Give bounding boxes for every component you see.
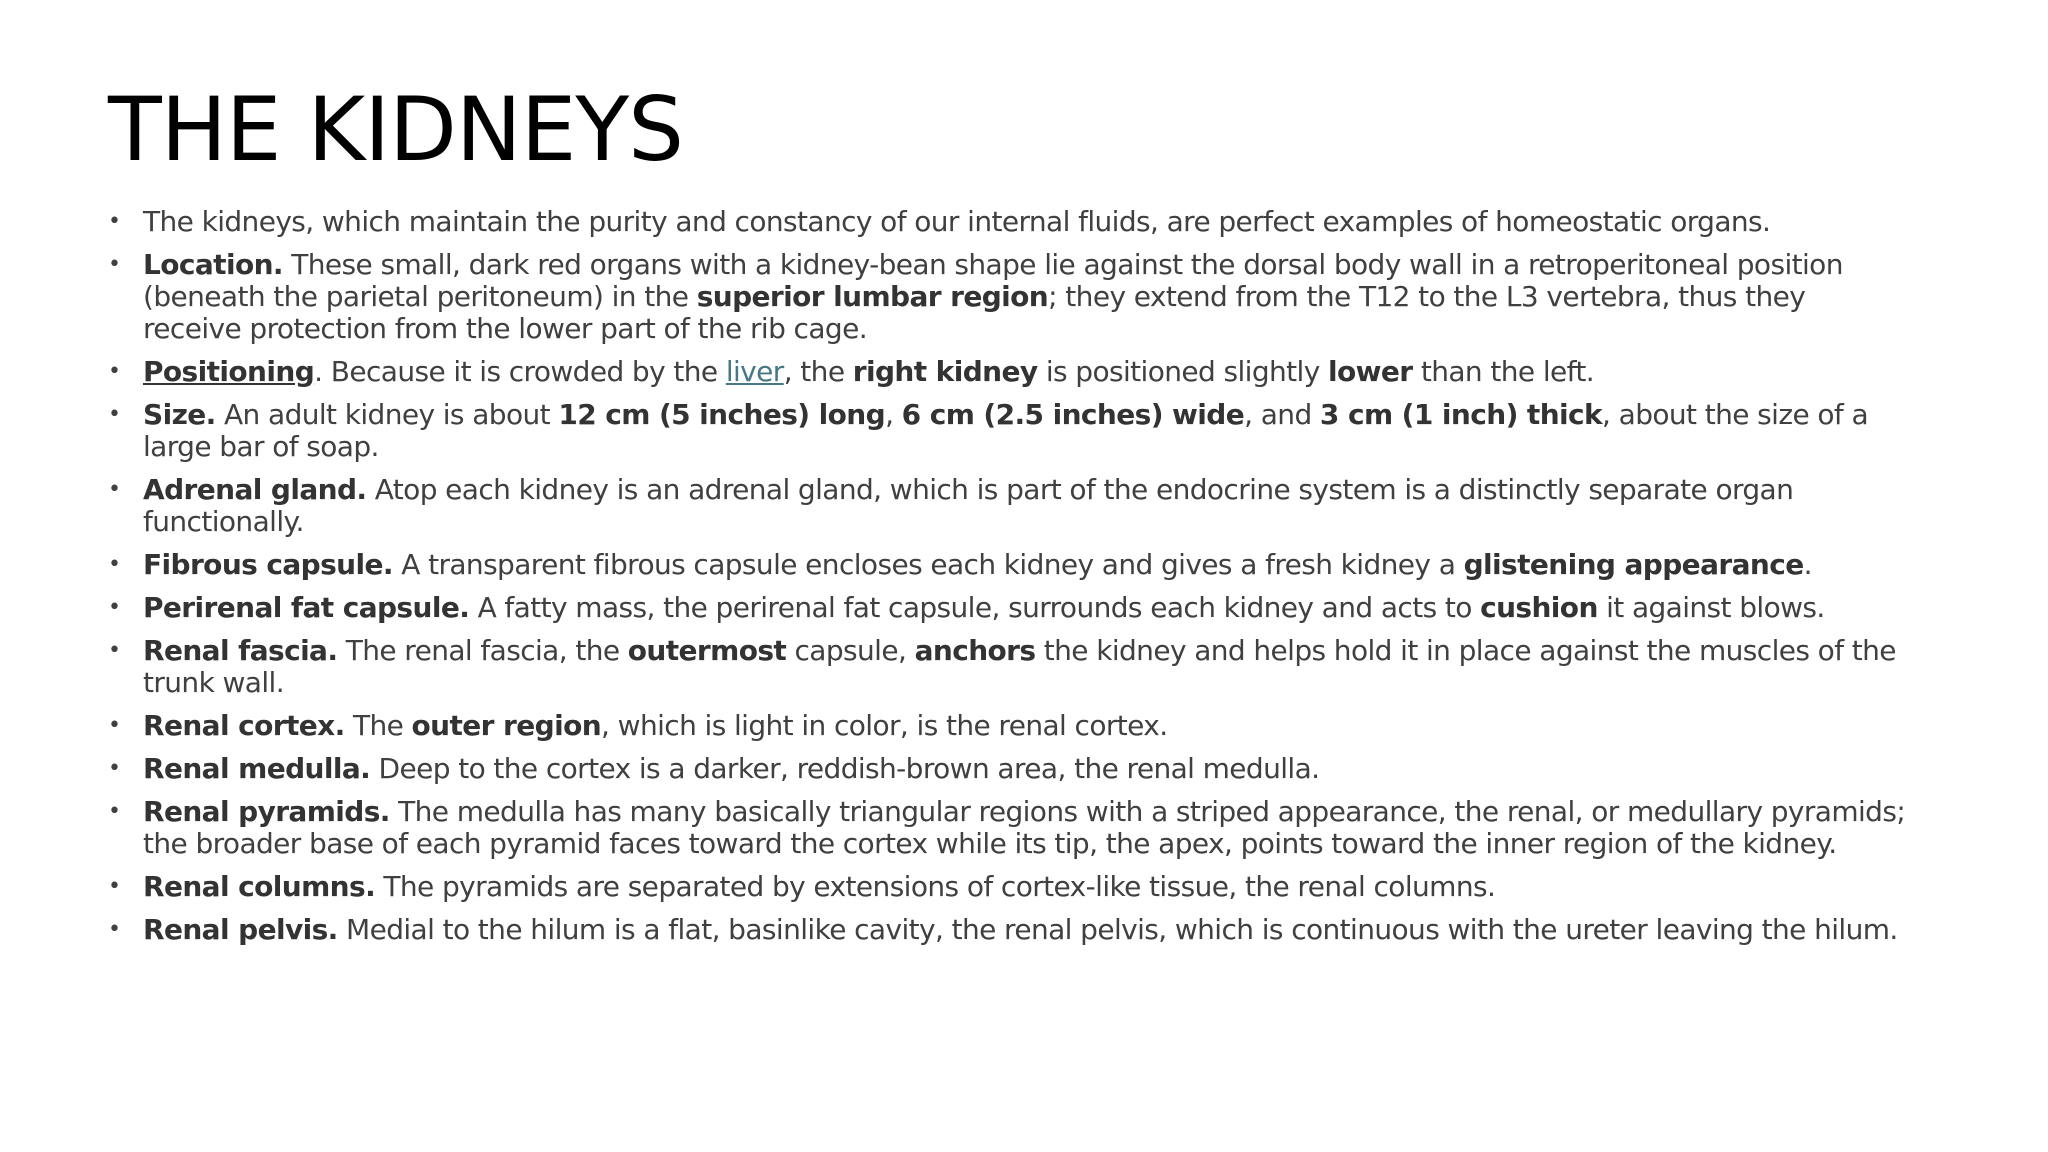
bullet-text: Deep to the cortex is a darker, reddish-brown area, the renal medulla. — [370, 752, 1320, 785]
bullet-text: ; they extend from the T12 to the L3 vertebra, thus they receive protection from the lower part of the rib cage. — [143, 280, 1806, 345]
bullet-text: is positioned slightly — [1037, 355, 1329, 388]
bullet-emphasis: superior lumbar region — [696, 280, 1049, 313]
bullet-lead: Renal pyramids. — [143, 795, 390, 828]
bullet-positioning — [108, 356, 1908, 388]
bullet-emphasis: 3 cm (1 inch) thick — [1319, 398, 1603, 431]
bullet-text: capsule, — [786, 634, 915, 667]
bullet-text: An adult kidney is about — [215, 398, 559, 431]
bullet-text: The — [344, 709, 412, 742]
bullet-text: , — [885, 398, 902, 431]
bullet-text: than the left. — [1412, 355, 1595, 388]
bullet-emphasis: lower — [1328, 355, 1413, 388]
bullet-lead: Renal medulla. — [143, 752, 371, 785]
bullet-lead: Renal fascia. — [143, 634, 338, 667]
bullet-text: . Because it is crowded by the — [314, 355, 726, 388]
bullet-emphasis: right kidney — [852, 355, 1038, 388]
bullet-cortex — [108, 710, 1908, 742]
bullet-emphasis: anchors — [914, 634, 1036, 667]
bullet-text: . — [1803, 548, 1812, 581]
bullet-emphasis: outermost — [627, 634, 787, 667]
bullet-emphasis: cushion — [1480, 591, 1598, 624]
bullet-location — [108, 249, 1908, 345]
bullet-list — [108, 206, 1908, 957]
bullet-emphasis: outer region — [411, 709, 602, 742]
bullet-text: Atop each kidney is an adrenal gland, which is part of the endocrine system is a distinctly separate organ functionally. — [143, 473, 1794, 538]
bullet-text: The medulla has many basically triangular regions with a striped appearance, the renal, or medullary pyramids; the broader base of each pyramid faces toward the cortex while its tip, the apex, points toward the inner region of the kidney. — [143, 795, 1906, 860]
bullet-emphasis: 6 cm (2.5 inches) wide — [901, 398, 1245, 431]
bullet-size — [108, 399, 1908, 463]
bullet-emphasis: 12 cm (5 inches) long — [558, 398, 886, 431]
bullet-text: The pyramids are separated by extensions of cortex-like tissue, the renal columns. — [375, 870, 1496, 903]
bullet-text: it against blows. — [1597, 591, 1825, 624]
bullet-pelvis — [108, 914, 1908, 946]
bullet-emphasis: glistening appearance — [1463, 548, 1804, 581]
bullet-text: The renal fascia, the — [337, 634, 628, 667]
bullet-text: , the — [783, 355, 853, 388]
bullet-perirenal — [108, 592, 1908, 624]
bullet-intro — [108, 206, 1908, 238]
bullet-text: The kidneys, which maintain the purity and constancy of our internal fluids, are perfect examples of homeostatic organs. — [143, 205, 1771, 238]
bullet-text: , about the size of a large bar of soap. — [143, 398, 1869, 463]
bullet-lead: Renal cortex. — [143, 709, 345, 742]
bullet-lead: Positioning — [143, 355, 315, 388]
bullet-text: A fatty mass, the perirenal fat capsule, surrounds each kidney and acts to — [469, 591, 1481, 624]
bullet-text: Medial to the hilum is a flat, basinlike cavity, the renal pelvis, which is continuous with the ureter leaving the hilum. — [337, 913, 1898, 946]
slide-title: THE KIDNEYS — [108, 78, 683, 181]
bullet-text: the kidney and helps hold it in place against the muscles of the trunk wall. — [143, 634, 1896, 699]
bullet-lead: Adrenal gland. — [143, 473, 367, 506]
bullet-lead: Fibrous capsule. — [143, 548, 393, 581]
bullet-fascia — [108, 635, 1908, 699]
bullet-columns — [108, 871, 1908, 903]
bullet-pyramids — [108, 796, 1908, 860]
bullet-lead: Perirenal fat capsule. — [143, 591, 470, 624]
bullet-fibrous — [108, 549, 1908, 581]
bullet-adrenal — [108, 474, 1908, 538]
bullet-text: , which is light in color, is the renal cortex. — [601, 709, 1168, 742]
bullet-lead: Renal pelvis. — [143, 913, 338, 946]
bullet-text: These small, dark red organs with a kidney-bean shape lie against the dorsal body wall in a retroperitoneal position (beneath the parietal peritoneum) in the — [143, 248, 1843, 313]
bullet-text: A transparent fibrous capsule encloses each kidney and gives a fresh kidney a — [392, 548, 1464, 581]
bullet-text: , and — [1244, 398, 1320, 431]
bullet-lead: Size. — [143, 398, 216, 431]
bullet-lead: Location. — [143, 248, 283, 281]
liver-link[interactable]: liver — [725, 355, 784, 388]
bullet-medulla — [108, 753, 1908, 785]
bullet-lead: Renal columns. — [143, 870, 376, 903]
